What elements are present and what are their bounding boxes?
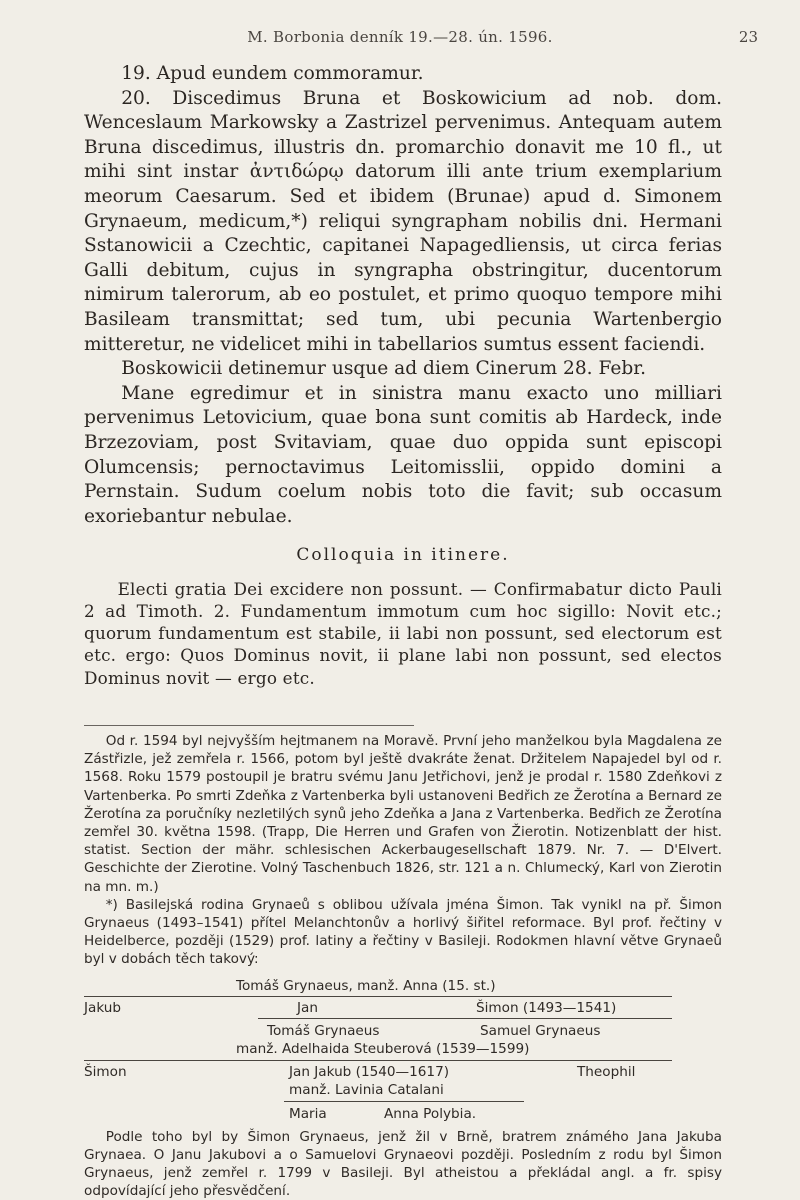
tree-samuel: Samuel Grynaeus bbox=[480, 1022, 601, 1039]
tree-simon-1493: Šimon (1493—1541) bbox=[476, 999, 617, 1016]
footnote-grynaeus: *) Basilejská rodina Grynaeů s oblibou užívala jména Šimon. Tak vynikl na př. Šimon Grynaeus (1493–1541) přítel Melanchtonův a horlivý šiřitel reformace. Byl prof. řečtiny v Heidelberce, později (1529) prof. latiny a řečtiny v Basileji. Rodokmen hlavní větve Grynaeů byl v dobách těch takový: bbox=[84, 896, 722, 968]
tree-theophil: Theophil bbox=[577, 1063, 636, 1080]
tree-anna-polybia: Anna Polybia. bbox=[384, 1105, 477, 1122]
tree-line-2 bbox=[258, 1018, 672, 1019]
tree-line-3 bbox=[84, 1060, 672, 1061]
page-number: 23 bbox=[738, 28, 758, 46]
running-head: M. Borbonia denník 19.—28. ún. 1596. bbox=[247, 28, 553, 46]
footnote-rule bbox=[84, 725, 414, 726]
entry-boskowicii: Boskowicii detinemur usque ad diem Cinerum 28. Febr. bbox=[121, 358, 647, 380]
colloquia-text: Electi gratia Dei excidere non possunt. — Confirmabatur dicto Pauli 2 ad Timoth. 2. Fundamentum immotum cum hoc sigillo: Novit etc.; quorum fundamentum est stabile, ii labi non possunt, sed electorum est etc. ergo: Quos Dominus novit, ii plane labi non possunt, sed electos Dominus novit — ergo etc. bbox=[84, 578, 722, 688]
tree-line-1 bbox=[84, 996, 672, 997]
tree-line-4 bbox=[284, 1101, 524, 1102]
tree-adelhaida: manž. Adelhaida Steuberová (1539—1599) bbox=[236, 1040, 530, 1057]
footnote-zerotin: Od r. 1594 byl nejvyšším hejtmanem na Moravě. První jeho manželkou byla Magdalena ze Zástřizle, jež zemřela r. 1566, potom byl ještě dvakráte ženat. Držitelem Napajedel byl od r. 1568. Roku 1579 postoupil je bratru svému Janu Jetřichovi, jenž je prodal r. 1580 Zdeňkovi z Vartenberka. Po smrti Zdeňka z Vartenberka byli ustanoveni Bedřich ze Žerotína a Bernard ze Žerotína za poručníky nezletilých synů jeho Zdeňka a Jana z Vartenberka. Bedřich ze Žerotína zemřel 30. května 1598. (Trapp, Die Herren und Grafen von Žierotin. Notizenblatt der hist. statist. Section der mähr. schlesischen Ackerbaugesellschaft 1879. Nr. 7. — D'Elvert. Geschichte der Zierotine. Volný Taschenbuch 1826, str. 121 a n. Chlumecký, Karl von Zierotin na mn. m.) bbox=[84, 733, 722, 895]
tree-simon: Šimon bbox=[84, 1063, 127, 1080]
tree-tomas: Tomáš Grynaeus bbox=[267, 1022, 380, 1039]
tree-jakub: Jakub bbox=[84, 999, 122, 1016]
tree-root: Tomáš Grynaeus, manž. Anna (15. st.) bbox=[236, 977, 496, 994]
tree-maria: Maria bbox=[289, 1105, 327, 1122]
tree-lavinia: manž. Lavinia Catalani bbox=[289, 1081, 444, 1098]
main-text bbox=[84, 62, 722, 689]
footnotes bbox=[84, 732, 722, 1200]
entry-20: 20. Discedimus Bruna et Boskowicium ad nob. dom. Wenceslaum Markowsky a Zastrizel pervenimus. Antequam autem Bruna discedimus, illustris dn. promarchio donavit me 10 fl., ut mihi sint instar ἀντιδώρῳ datorum illi ante trium exemplarium meorum Caesarum. Sed et ibidem (Brunae) apud d. Simonem Grynaeum, medicum,*) reliqui syngrapham nobilis dni. Hermani Sstanowicii a Czechtic, capitanei Napagedliensis, ut circa ferias Galli debitum, cujus in syngrapha obstringitur, ducentorum nimirum talerorum, ab eo postulet, et primo quoquo tempore mihi Basileam transmittat; sed tum, ubi pecunia Wartenbergio mitteretur, ne videlicet mihi in tabellarios sumtus essent faciendi. bbox=[84, 87, 722, 355]
tree-jan-jakub: Jan Jakub (1540—1617) bbox=[289, 1063, 450, 1080]
footnote-conclusion: Podle toho byl by Šimon Grynaeus, jenž žil v Brně, bratrem známého Jana Jakuba Grynaea. O Janu Jakubovi a o Samuelovi Grynaeovi později. Posledním z rodu byl Šimon Grynaeus, jenž zemřel r. 1799 v Basileji. Byl atheistou a překládal angl. a fr. spisy odpovídající jeho přesvědčení. bbox=[84, 1128, 722, 1200]
entry-19: 19. Apud eundem commoramur. bbox=[121, 63, 424, 84]
family-tree bbox=[84, 973, 722, 1158]
section-title-colloquia: Colloquia in itinere. bbox=[296, 545, 510, 566]
entry-mane: Mane egredimur et in sinistra manu exacto uno milliari pervenimus Letovicium, quae bona sunt comitis ab Hardeck, inde Brzezoviam, post Svitaviam, quae duo oppida sunt episcopi Olumcensis; pernoctavimus Leitomisslii, oppido domini a Pernstain. Sudum coelum nobis toto die favit; sub occasum exoriebantur nebulae. bbox=[84, 382, 722, 527]
tree-jan: Jan bbox=[297, 999, 318, 1016]
